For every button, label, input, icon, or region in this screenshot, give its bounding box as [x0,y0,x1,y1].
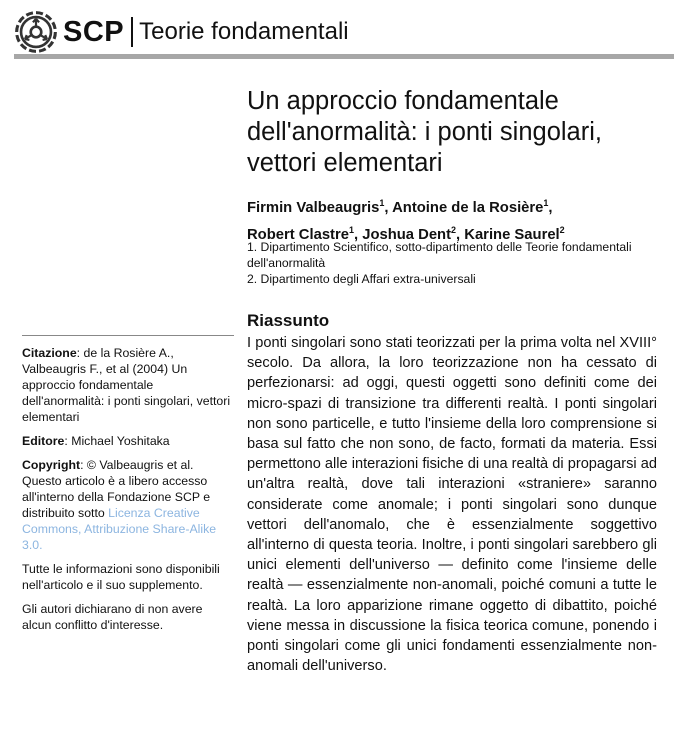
info-note: Tutte le informazioni sono disponibili nell'articolo e il suo supplemento. [22,562,220,592]
abstract-text: I ponti singolari sono stati teorizzati per la prima volta nel XVIII° secolo. Da allora, la loro teorizzazione non ha cessato di perfezionarsi: ad oggi, questi oggetti sono definiti come dei micro-spazi di transizione tra differenti realtà. I ponti singolari non sono particelle, e tutto l'insieme della loro comprensione si basa sul fatto che non sono, de facto, formati da materia. Essi permettono alle interazioni fisiche di una realtà di propagarsi ad un'altra realtà, dove tali interazioni «straniere» saranno considerate come anomale; i ponti singolari sono dunque vettori dell'anomalo, che è essenzialmente soggettivo all'interno di questa teoria. Inoltre, i ponti singolari sarebbero gli unici elementi dell'universo — definito come l'insieme delle realtà — essenzialmente non-anomali, poiché comuni a tutte le realtà. La loro apparizione rimane oggetto di dibattito, poiché viene messa in discussione la fisica teorica comune, ponendo i ponti singolari come gli unici fondamenti essenzialmente non-anomali dell'universo. [247,335,657,675]
author-affiliation-mark: 2 [559,224,565,235]
abstract-heading: Riassunto [247,311,330,330]
conflict-note: Gli autori dichiarano di non avere alcun conflitto d'interesse. [22,602,203,632]
affiliation-list [247,239,657,287]
copyright-text: : © Valbeaugris et al. Questo articolo è a libero accesso all'interno della Fondazione SCP e distribuito sotto [22,458,211,520]
author-separator: , [548,199,553,216]
section-title: Teorie fondamentali [139,18,349,45]
author-separator: , [384,199,393,216]
header-divider [131,17,133,47]
sidebar-rule [22,335,234,336]
citation-label: Citazione [22,346,77,360]
copyright-label: Copyright [22,458,81,472]
author-name: Karine Saurel [464,226,560,243]
author-separator: , [456,226,465,243]
editor-block [22,433,234,449]
author-affiliation-mark: 1 [348,224,354,235]
site-brand[interactable]: SCP [63,15,125,48]
affiliation-item: 2. Dipartimento degli Affari extra-universali [247,272,476,286]
affiliation-item: 1. Dipartimento Scientifico, sotto-dipartimento delle Teorie fondamentali dell'anormalità [247,240,632,270]
citation-text: : de la Rosière A., Valbeaugris F., et al (2004) Un approccio fondamentale dell'anormalità: i ponti singolari, vettori elementari [22,346,231,424]
scp-logo-icon[interactable] [14,10,58,54]
author-name: Joshua Dent [362,226,452,243]
license-link[interactable]: Licenza Creative Commons, Attribuzione Share-Alike 3.0. [22,506,217,552]
author-name: Firmin Valbeaugris [247,199,380,216]
article-title: Un approccio fondamentale dell'anormalità: i ponti singolari, vettori elementari [247,87,602,177]
author-affiliation-mark: 1 [379,198,385,208]
site-header [14,12,349,52]
author-separator: , [353,226,363,243]
author-list [247,192,657,246]
citation-sidebar [22,345,234,641]
header-rule [14,54,674,59]
editor-text: : Michael Yoshitaka [64,434,170,448]
author-name: Robert Clastre [247,226,349,243]
author-name: Antoine de la Rosière [392,199,544,216]
editor-label: Editore [22,434,65,448]
author-affiliation-mark: 1 [543,198,549,208]
copyright-block [22,457,234,553]
citation-block [22,345,234,425]
author-affiliation-mark: 2 [451,224,457,235]
